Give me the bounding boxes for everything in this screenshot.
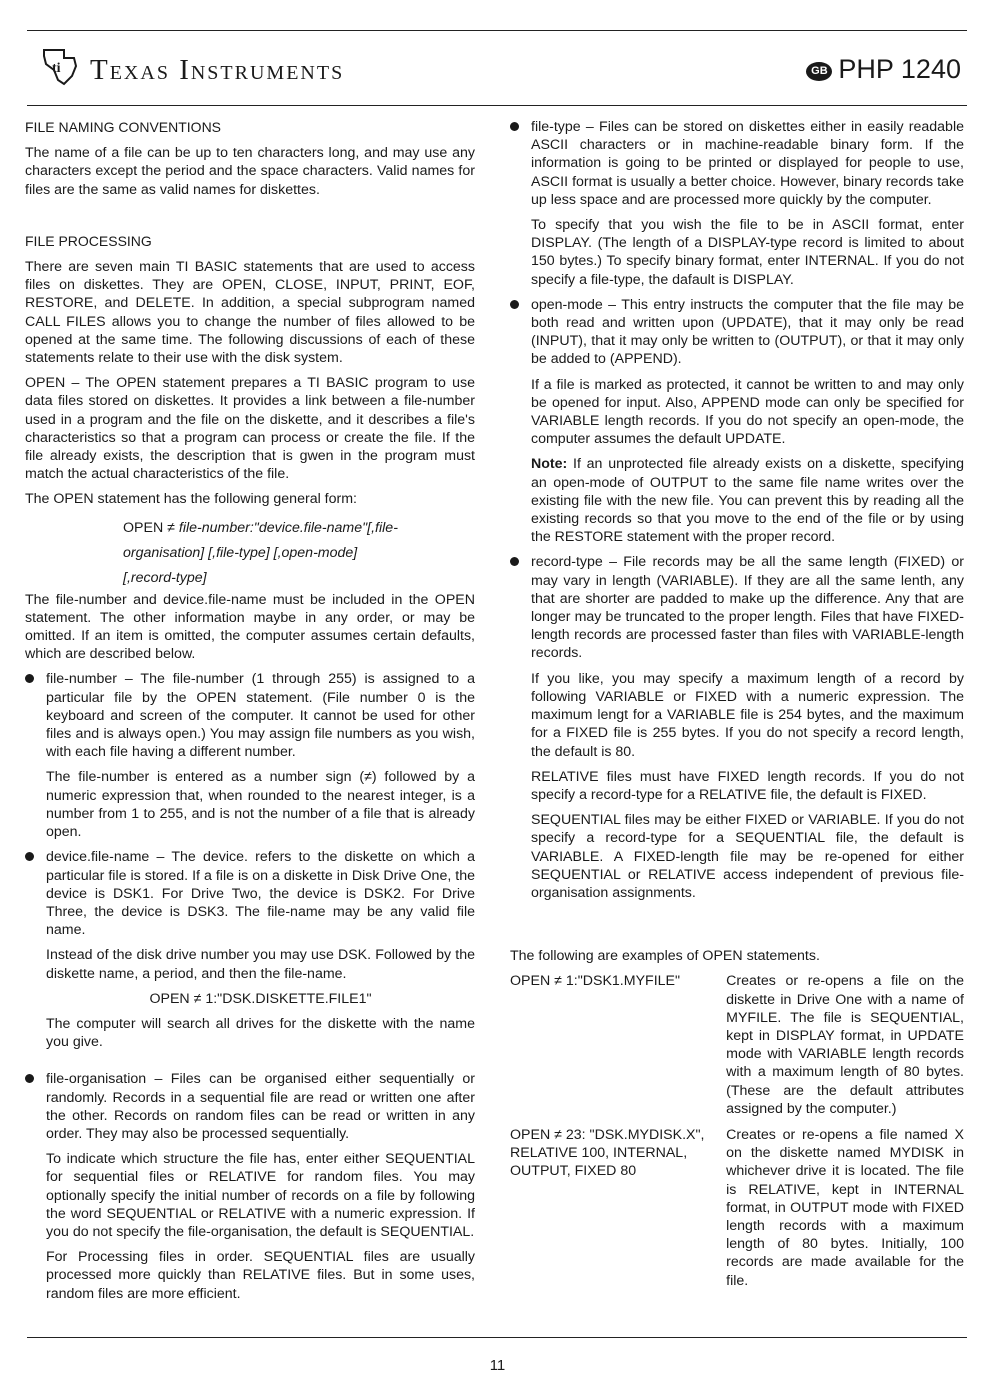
bullet-file-organisation [25,1070,475,1302]
example-description: Creates or re-opens a file on the diskette in Drive One with a name of MYFILE. The file is SEQUENTIAL, kept in DISPLAY format, in UPDATE mode with VARIABLE length records with a maximum length of 80 bytes. (These are the default attributes assigned by the computer.) [726,973,964,1117]
paragraph: If you like, you may specify a maximum length of a record by following VARIABLE or FIXED with a numeric expression. The maximum lengt for a VARIABLE file is 254 bytes, and the maximum for a FIXED file is 255 bytes. If you do not specify a record length, the default is 80. [531,670,964,760]
paragraph: The OPEN statement has the following general form: [25,491,357,508]
heading-file-naming: FILE NAMING CONVENTIONS [25,119,222,135]
code-example: OPEN ≠ 1:"DSK.DISKETTE.FILE1" [149,990,372,1007]
bullet-icon [25,1074,34,1083]
paragraph: For Processing files in order. SEQUENTIAL files are usually processed more quickly than RELATIVE files. But in some uses, random files are more efficient. [46,1249,475,1302]
note-text: If an unprotected file already exists on a diskette, specifying an open-mode of OUTPUT to the same file name writes over the existing file with the new file. You can prevent this by reading all the existing records so that you move to the end of the file or by using the RESTORE statement with the proper record. [531,456,964,546]
svg-text:ti: ti [52,61,61,76]
examples-intro: The following are examples of OPEN statements. [510,948,820,965]
top-rule [27,30,967,31]
paragraph: OPEN – The OPEN statement prepares a TI BASIC program to use data files stored on diskettes. It provides a link between a file-number used in a program and the file on the diskette, and it describes a file's characteristics so that a program can process or create the file. If the file already exists, the description that is gwen in the program must match the actual characteristics of the file. [25,375,475,483]
example-code: OPEN ≠ 23: "DSK.MYDISK.X", RELATIVE 100, INTERNAL, OUTPUT, FIXED 80 [510,1126,705,1180]
form-line: file-number:"device.file-name"[,file- [178,519,398,536]
form-line: organisation] [,file-type] [,open-mode] [123,544,358,561]
header-rule [27,105,967,106]
paragraph: To indicate which structure the file has, enter either SEQUENTIAL for sequential files or RELATIVE for random files. You may optionally specify the initial number of records on a file by following the word SEQUENTIAL or RELATIVE with a numeric expression. If you do not specify the file-organisation, the default is SEQUENTIAL. [46,1151,475,1240]
form-line: [,record-type] [123,569,207,586]
bullet-icon [25,674,34,683]
paragraph: The name of a file can be up to ten characters long, and may use any characters except the period and the space characters. Valid names for files are the same as valid names for diskettes. [25,145,475,198]
paragraph: The file-number is entered as a number sign (≠) followed by a numeric expression that, when rounded to the nearest integer, is a number from 1 to 255, and is not the number of a file that is already open. [46,769,475,841]
paragraph: The computer will search all drives for the diskette with the name you give. [46,1015,475,1051]
footer-rule [27,1337,967,1338]
right-column [510,118,964,1298]
model-label: PHP 1240 [838,54,961,84]
brand-name: Texas Instruments [90,54,345,86]
bullet-file-type [510,118,964,289]
example-code: OPEN ≠ 1:"DSK1.MYFILE" [510,973,681,990]
bullet-file-number [25,670,475,841]
model-number [806,54,961,85]
paragraph: file-organisation – Files can be organised either sequentially or randomly. Records in a sequential file are read or written one after the other. Records on random files can be read or written in any order. They may also be processed sequentially. [46,1071,475,1142]
paragraph: There are seven main TI BASIC statements that are used to access files on diskettes. They are OPEN, CLOSE, INPUT, PRINT, EOF, RESTORE, and DELETE. In addition, a special subprogram named CALL FILES allows you to change the number of files allowed to be opened at the same time. The following discussions of each of these statements relate to their use with the disk system. [25,259,475,367]
note-label: Note: [531,456,568,473]
paragraph: device.file-name – The device. refers to the diskette on which a particular file is stored. If a file is on a diskette in Disk Drive One, the device is DSK1. For Drive Two, the device is DSK2. For Drive Three, the device is DSK3. The file-name may be any valid file name. [46,849,475,939]
paragraph: record-type – File records may be all the same length (FIXED) or may vary in length (VARIABLE). If they are all the same lenth, any that are shorter are padded to make up the difference. Any that are longer may be truncated to the proper length. Files that have FIXED-length records are processed faster than files with VARIABLE-length records. [531,554,964,662]
bullet-icon [510,300,519,309]
gb-badge: GB [806,62,832,81]
heading-file-processing: FILE PROCESSING [25,232,152,249]
paragraph: The file-number and device.file-name must be included in the OPEN statement. The other information maybe in any order, or may be omitted. If an item is omitted, the computer assumes certain defaults, which are described below. [25,591,475,663]
paragraph: open-mode – This entry instructs the computer that the file may be both read and written upon (UPDATE), that it may only be read (INPUT), that it may only be written to (OUTPUT), or that it may only be added to (APPEND). [531,296,964,368]
form-keyword: OPEN ≠ [123,519,179,536]
paragraph: Instead of the disk drive number you may use DSK. Followed by the diskette name, a period, and then the file-name. [46,947,475,982]
paragraph: To specify that you wish the file to be in ASCII format, enter DISPLAY. (The length of a DISPLAY-type record is limited to about 150 bytes.) To specify binary format, enter INTERNAL. If you do not specify a file-type, the dafault is DISPLAY. [531,217,964,288]
paragraph: file-number – The file-number (1 through 255) is assigned to a particular file by the OPEN statement. (File number 0 is the keyboard and screen of the computer. It cannot be used for other files and is always open.) You may assign file numbers as you wish, with each file having a different number. [46,671,475,761]
paragraph: file-type – Files can be stored on diskettes either in easily readable ASCII characters or in machine-readable binary form. If the information is going to be printed or displayed for people to use, ASCII format is usually a better choice. However, binary records take up less space and are processed more quickly by the computer. [531,119,964,208]
page-number: 11 [489,1357,506,1374]
example-row [510,972,964,1118]
paragraph: RELATIVE files must have FIXED length records. If you do not specify a record-type for a RELATIVE file, the default is FIXED. [531,768,964,803]
left-column [25,118,475,1310]
bullet-icon [510,122,519,131]
bullet-open-mode [510,296,964,547]
paragraph: SEQUENTIAL files may be either FIXED or VARIABLE. If you do not specify a record-type for a SEQUENTIAL file, the default is VARIABLE. A FIXED-length file may be re-opened for either SEQUENTIAL or RELATIVE access independent of previous file-organisation assignments. [531,812,964,901]
bullet-record-type [510,553,964,902]
note-paragraph [531,455,964,546]
example-row [510,1126,964,1290]
paragraph: If a file is marked as protected, it cannot be written to and may only be opened for input. Also, APPEND mode can only be specified for VARIABLE length records. If you do not specify an open-mode, the computer assumes the default UPDATE. [531,376,964,448]
bullet-icon [25,852,34,861]
example-description: Creates or re-opens a file named X on the diskette named MYDISK in whichever drive it is located. The file is RELATIVE, kept in INTERNAL format, in OUTPUT mode with FIXED length records with a maximum length of 80 bytes. Initially, 100 records are made available for the file. [726,1126,964,1289]
bullet-device-file-name [25,848,475,1051]
ti-state-logo-icon [38,44,82,93]
bullet-icon [510,557,519,566]
open-general-form [123,516,475,591]
